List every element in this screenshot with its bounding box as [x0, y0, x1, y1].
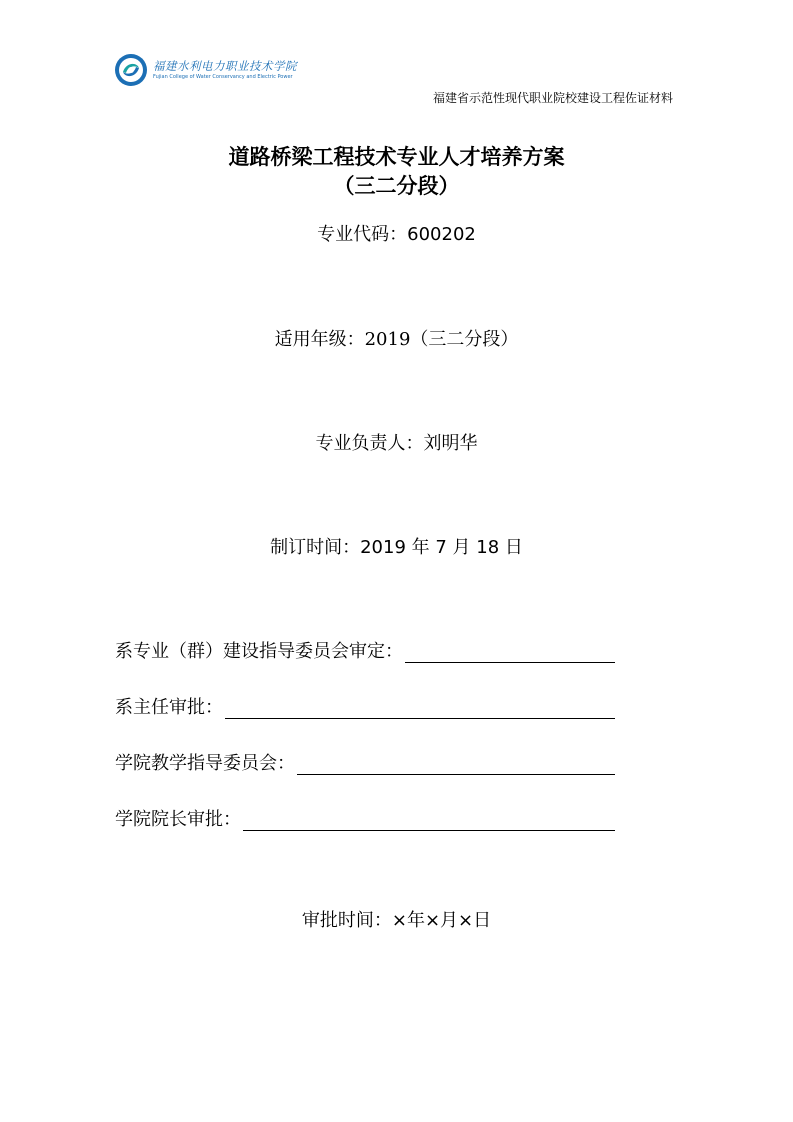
signature-row-committee: [115, 633, 615, 663]
signature-line: [225, 698, 615, 719]
signature-label: 系专业（群）建设指导委员会审定：: [115, 641, 403, 662]
signature-row-teaching-committee: [115, 745, 615, 775]
applicable-grade-value: 2019（三二分段）: [364, 329, 519, 350]
major-code: 专业代码：600202: [317, 224, 476, 245]
signature-label: 学院教学指导委员会：: [115, 753, 295, 774]
header-divider: [113, 110, 680, 111]
logo-english-name: Fujian College of Water Conservancy and Electric Power: [153, 74, 293, 80]
signature-label: 学院院长审批：: [115, 809, 241, 830]
signature-line: [243, 810, 615, 831]
logo-chinese-name: 福建水利电力职业技术学院: [153, 59, 297, 73]
approval-time: 审批时间：×年×月×日: [301, 910, 492, 931]
signature-line: [405, 642, 615, 663]
school-emblem-icon: [113, 52, 149, 88]
major-leader: 专业负责人：刘明华: [315, 433, 478, 454]
applicable-grade: [0, 325, 793, 351]
signature-label: 系主任审批：: [115, 697, 223, 718]
signature-row-dept-head: [115, 689, 615, 719]
signature-row-president: [115, 801, 615, 831]
header-caption: 福建省示范性现代职业院校建设工程佐证材料: [432, 91, 673, 105]
signature-line: [297, 754, 615, 775]
document-title: 道路桥梁工程技术专业人才培养方案: [228, 145, 565, 169]
document-subtitle: （三二分段）: [333, 174, 460, 198]
school-logo: [113, 52, 297, 92]
applicable-grade-label: 适用年级：: [274, 329, 365, 350]
formulation-date: 制订时间：2019 年 7 月 18 日: [270, 537, 523, 558]
